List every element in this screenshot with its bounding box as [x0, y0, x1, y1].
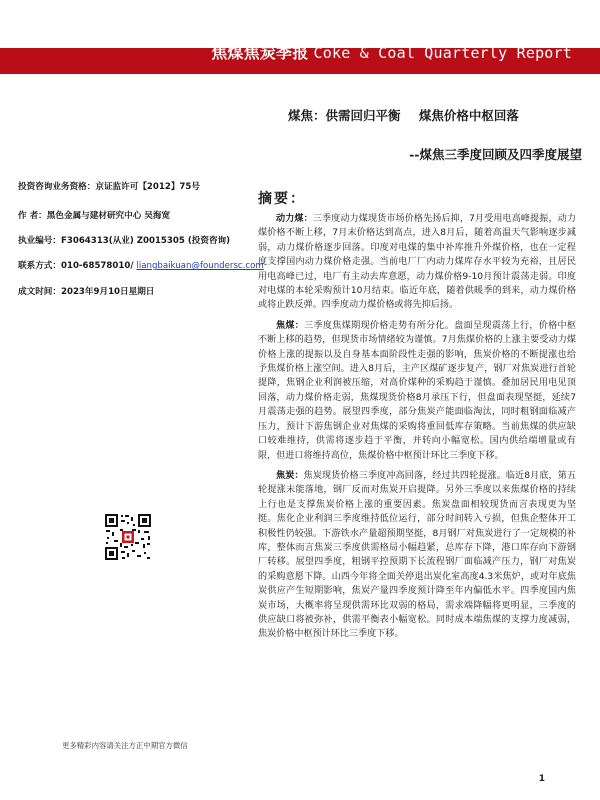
- headline: 煤焦：供需回归平衡 煤焦价格中枢回落: [288, 108, 519, 123]
- contact-label: 联系方式：: [18, 261, 61, 271]
- abstract-paragraph-thermal-coal: [258, 212, 576, 313]
- abstract-title: 摘要：: [258, 191, 306, 207]
- cert-label: 执业编号：: [18, 236, 61, 246]
- report-title: [211, 40, 572, 63]
- cert-row: [18, 234, 230, 246]
- date-value: 2023年9月10日星期日: [60, 287, 155, 297]
- paragraph-text: 焦炭现货价格三季度冲高回落，经过共四轮提涨。临近8月底，第五轮提涨未能落地，钢厂反而对焦炭开启提降。另外三季度以来焦煤价格的持续上行也是支撑焦炭价格上涨的重要因素。焦炭盘面相较现货而言表现更为坚挺。焦化企业利润三季度维持低位运行，部分时间转入亏损，但焦企整体开工积极性仍较强。下游铁水产量超预期坚挺，8月钢厂对焦炭进行了一定规模的补库，整体而言焦炭三季度供需格局小幅趋紧，总库存下降，港口库存向下游钢厂转移。展望四季度，粗钢平控预期下长流程钢厂面临减产压力，钢厂对焦炭的采购意愿下降。山西今年将全面关停退出炭化室高度4.3米焦炉，或对年底焦炭供应产生短期影响，焦炭产量四季度预计降至年内偏低水平。四季度国内焦炭市场，大概率将呈现供需环比双弱的格局，需求端降幅将更明显，三季度的供应缺口将被弥补，供需平衡表小幅宽松。同时成本端焦煤的支撑力度减弱，焦炭价格中枢预计环比三季度下移。: [258, 470, 576, 640]
- paragraph-lead: 焦煤：: [276, 320, 305, 331]
- license-label: 投资咨询业务资格：: [18, 182, 96, 192]
- abstract-paragraph-coking-coal: [258, 319, 576, 463]
- author-value: 黑色金属与建材研究中心 吴海宽: [46, 211, 171, 221]
- contact-phone: 010-68578010/: [60, 261, 137, 271]
- report-title-en: Coke & Coal Quarterly Report: [313, 44, 572, 62]
- cert-value: F3064313(从业) Z0015305 (投资咨询): [60, 236, 231, 246]
- license-value: 京证监许可【2012】75号: [95, 182, 200, 192]
- license-row: [18, 180, 200, 192]
- wechat-qr-code: [104, 513, 152, 561]
- abstract-paragraph-coke: [258, 469, 576, 642]
- date-row: [18, 285, 154, 297]
- paragraph-lead: 动力煤：: [276, 214, 313, 224]
- author-row: [18, 209, 170, 221]
- contact-email-link[interactable]: liangbaikuan@foundersc.com: [136, 261, 264, 271]
- page-number: 1: [538, 774, 545, 784]
- paragraph-text: 三季度动力煤现货市场价格先扬后抑，7月受用电高峰提振，动力煤价格不断上移，7月末价格达到高点，进入8月后，随着高温天气影响逐步减弱，动力煤价格逐步回落。印度对电煤的集中补库推升外煤价格，也在一定程度支撑国内动力煤价格走强。当前电厂厂内动力煤库存水平较为充裕，且居民用电高峰已过，电厂有主动去库意愿，动力煤价格9-10月预计震荡走弱。印度对电煤的本轮采购预计10月结束。临近年底，随着供暖季的到来，动力煤价格或将止跌反弹。四季度动力煤价格或将先抑后扬。: [258, 214, 576, 311]
- qr-caption: 更多精彩内容请关注方正中期官方微信: [62, 741, 188, 750]
- paragraph-text: 三季度焦煤期现价格走势有所分化。盘面呈现震荡上行，价格中枢不断上移的趋势，但现货市场情绪较为谨慎。7月焦煤价格的上涨主要受动力煤价格上涨的提振以及自身基本面阶段性走强的影响，焦炭价格的不断提涨也给予焦煤价格上涨空间。进入8月后，主产区煤矿逐步复产，钢厂对焦炭进行首轮提降，焦钢企业利润被压缩，对高价煤种的采购趋于谨慎。叠加居民用电见顶回落，动力煤价格走弱，焦煤现货价格8月承压下行，但盘面表现坚挺，延续7月震荡走强的趋势。展望四季度，部分焦炭产能面临淘汰，同时粗钢面临减产压力，预计下游焦钢企业对焦煤的采购将重回低库存策略。当前焦煤的供应缺口较难维持，供需将逐步趋于平衡，并转向小幅宽松。国内供给端增量或有限，但进口将维持高位，焦煤价格中枢预计环比三季度下移。: [258, 320, 576, 461]
- date-label: 成文时间：: [18, 287, 61, 297]
- paragraph-lead: 焦炭：: [276, 470, 304, 481]
- report-title-cn: 焦煤焦炭季报: [211, 43, 309, 62]
- abstract-body: [258, 212, 576, 648]
- contact-row: [18, 259, 264, 271]
- author-label: 作 者：: [18, 211, 47, 221]
- subheadline: --煤焦三季度回顾及四季度展望: [409, 147, 582, 162]
